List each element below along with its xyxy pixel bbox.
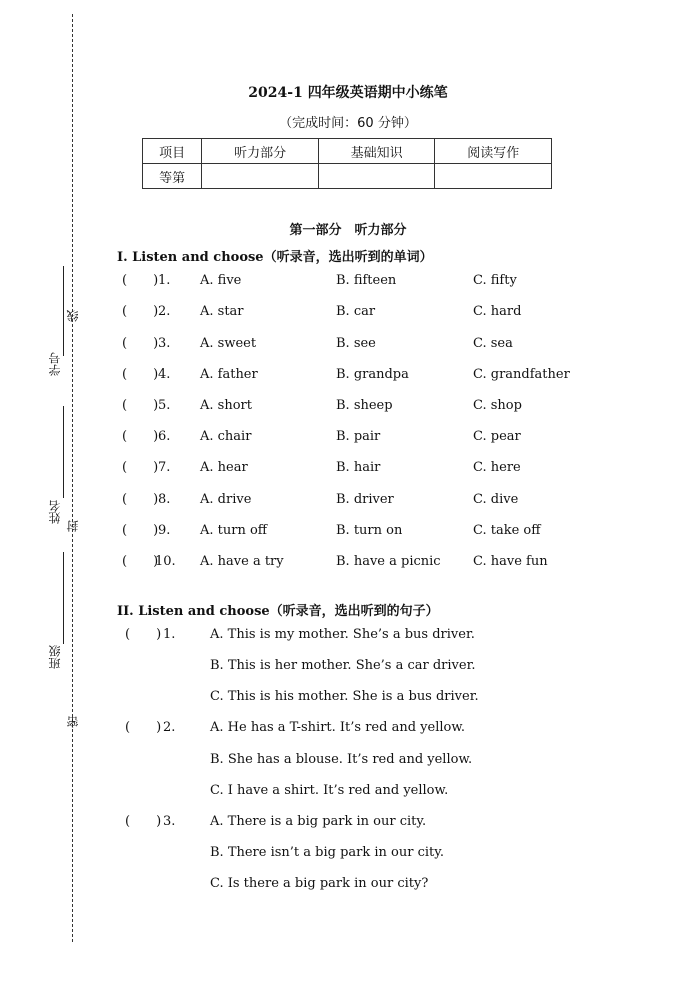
- answer-bracket[interactable]: ( ): [122, 304, 159, 319]
- option-c: C. have fun: [473, 554, 548, 569]
- margin-label-banji: 班级: [48, 645, 62, 669]
- grade-row-label: 等第: [143, 164, 202, 189]
- option-c: C. here: [473, 460, 521, 475]
- margin-label-xuehao: 学号: [48, 352, 62, 376]
- binding-dash-line: [72, 14, 73, 942]
- score-header-cell: 听力部分: [202, 139, 319, 164]
- answer-bracket[interactable]: ( ): [122, 492, 159, 507]
- margin-label-xingming: 姓名: [48, 500, 62, 524]
- answer-bracket[interactable]: ( ): [125, 814, 162, 829]
- option-a: A. short: [200, 398, 252, 413]
- option-a: A. turn off: [200, 523, 268, 538]
- part1-title: 第一部分 听力部分: [289, 223, 407, 238]
- option-a: A. There is a big park in our city.: [210, 814, 427, 829]
- score-table-grade-row: [143, 164, 552, 189]
- option-c: C. hard: [473, 304, 522, 319]
- option-c: C. grandfather: [473, 367, 570, 382]
- xingming-line: [63, 406, 64, 498]
- banji-line: [63, 552, 64, 644]
- option-b: B. pair: [336, 429, 381, 444]
- answer-bracket[interactable]: ( ): [122, 273, 159, 288]
- option-c: C. dive: [473, 492, 519, 507]
- option-b: B. have a picnic: [336, 554, 441, 569]
- question-number: 2.: [163, 720, 176, 735]
- score-header-cell: 阅读写作: [435, 139, 552, 164]
- option-a: A. This is my mother. She’s a bus driver.: [210, 627, 475, 642]
- question-number: 2.: [158, 304, 171, 319]
- option-b: B. turn on: [336, 523, 403, 538]
- option-a: A. hear: [200, 460, 248, 475]
- option-c: C. take off: [473, 523, 541, 538]
- question-number: 1.: [158, 273, 171, 288]
- score-table: [142, 138, 552, 189]
- option-a: A. He has a T-shirt. It’s red and yellow.: [210, 720, 466, 735]
- grade-cell-reading-writing[interactable]: [435, 164, 552, 189]
- option-b: B. grandpa: [336, 367, 409, 382]
- answer-bracket[interactable]: ( ): [122, 460, 159, 475]
- option-a: A. have a try: [200, 554, 284, 569]
- option-b: B. sheep: [336, 398, 393, 413]
- option-c: C. I have a shirt. It’s red and yellow.: [210, 783, 449, 798]
- option-c: C. This is his mother. She is a bus driver.: [210, 689, 479, 704]
- question-number: 1.: [163, 627, 176, 642]
- question-number: 4.: [158, 367, 171, 382]
- score-table-header-row: [143, 139, 552, 164]
- question-number: 6.: [158, 429, 171, 444]
- section1-title: I. Listen and choose（听录音，选出听到的单词）: [117, 250, 433, 265]
- option-b: B. fifteen: [336, 273, 397, 288]
- option-b: B. This is her mother. She’s a car driver.: [210, 658, 476, 673]
- margin-mark-xian: 线: [66, 310, 80, 322]
- option-c: C. shop: [473, 398, 522, 413]
- question-number: 3.: [163, 814, 176, 829]
- option-b: B. see: [336, 336, 376, 351]
- option-b: B. driver: [336, 492, 394, 507]
- option-c: C. fifty: [473, 273, 517, 288]
- option-c: C. sea: [473, 336, 513, 351]
- option-c: C. pear: [473, 429, 521, 444]
- option-b: B. There isn’t a big park in our city.: [210, 845, 445, 860]
- option-a: A. star: [200, 304, 244, 319]
- margin-mark-mi: 密: [66, 716, 80, 728]
- question-number: 5.: [158, 398, 171, 413]
- option-a: A. sweet: [200, 336, 257, 351]
- question-number: 10.: [155, 554, 176, 569]
- option-c: C. Is there a big park in our city?: [210, 876, 429, 891]
- answer-bracket[interactable]: ( ): [125, 627, 162, 642]
- page-title: 2024-1 四年级英语期中小练笔: [248, 85, 448, 101]
- option-a: A. drive: [200, 492, 252, 507]
- answer-bracket[interactable]: ( ): [122, 554, 159, 569]
- answer-bracket[interactable]: ( ): [122, 523, 159, 538]
- question-number: 9.: [158, 523, 171, 538]
- question-number: 8.: [158, 492, 171, 507]
- time-limit: （完成时间：60 分钟）: [279, 116, 417, 131]
- option-b: B. hair: [336, 460, 381, 475]
- grade-cell-basics[interactable]: [318, 164, 435, 189]
- answer-bracket[interactable]: ( ): [122, 336, 159, 351]
- score-header-cell: 基础知识: [318, 139, 435, 164]
- margin-mark-feng: 封: [66, 520, 80, 532]
- question-number: 7.: [158, 460, 171, 475]
- section2-title: II. Listen and choose（听录音，选出听到的句子）: [117, 604, 439, 619]
- option-b: B. car: [336, 304, 376, 319]
- option-a: A. five: [200, 273, 242, 288]
- score-header-cell: 项目: [143, 139, 202, 164]
- answer-bracket[interactable]: ( ): [122, 398, 159, 413]
- option-b: B. She has a blouse. It’s red and yellow.: [210, 752, 473, 767]
- answer-bracket[interactable]: ( ): [125, 720, 162, 735]
- option-a: A. chair: [200, 429, 252, 444]
- question-number: 3.: [158, 336, 171, 351]
- answer-bracket[interactable]: ( ): [122, 367, 159, 382]
- grade-cell-listening[interactable]: [202, 164, 319, 189]
- answer-bracket[interactable]: ( ): [122, 429, 159, 444]
- option-a: A. father: [200, 367, 258, 382]
